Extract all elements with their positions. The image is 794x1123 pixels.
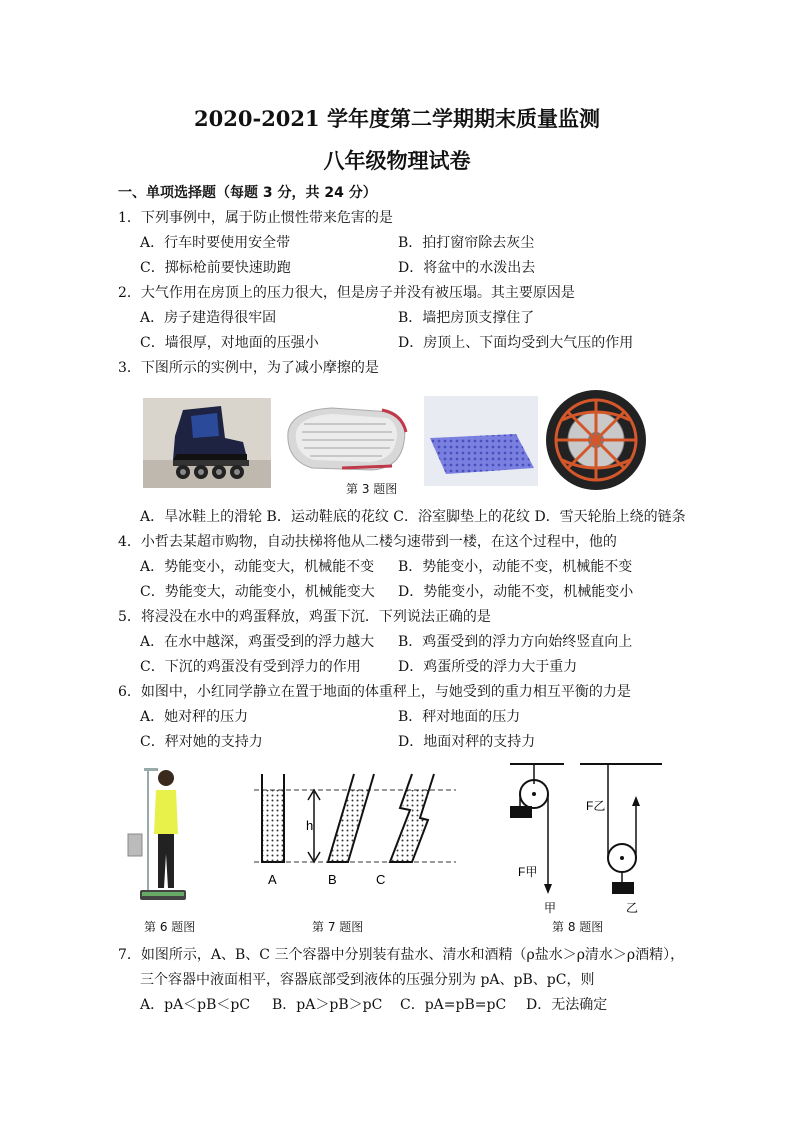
q1-option-a: A．行车时要使用安全带 (140, 235, 291, 251)
q1-option-c: C．掷标枪前要快速助跑 (140, 260, 291, 276)
q8-figure-pulleys (504, 758, 664, 918)
q4-stem: 4．小哲去某超市购物，自动扶梯将他从二楼匀速带到一楼，在这个过程中，他的 (118, 534, 617, 550)
q6-stem: 6．如图中，小红同学静立在置于地面的体重秤上，与她受到的重力相互平衡的力是 (118, 684, 631, 700)
q6-option-c: C．秤对她的支持力 (140, 734, 263, 750)
q7-option-d: D．无法确定 (526, 997, 608, 1013)
roller-skate-image (143, 398, 271, 488)
q3-stem: 3．下图所示的实例中，为了减小摩擦的是 (118, 360, 379, 376)
q6-figure-girl-on-scale (120, 764, 192, 910)
f-yi-label: F乙 (586, 799, 606, 813)
q7-stem-line2: 三个容器中液面相平，容器底部受到液体的压强分别为 pA、pB、pC，则 (140, 972, 595, 988)
f-jia-label: F甲 (518, 865, 538, 879)
shoe-sole-image (282, 402, 410, 478)
q4-option-a: A．势能变小，动能变大，机械能不变 (140, 559, 375, 575)
label-c: C (376, 872, 386, 887)
exam-title: 2020-2021 学年度第二学期期末质量监测 (194, 106, 600, 131)
q1-stem: 1．下列事例中，属于防止惯性带来危害的是 (118, 210, 393, 226)
q4-option-c: C．势能变大，动能变小，机械能变大 (140, 584, 375, 600)
label-h: h (306, 818, 314, 833)
q7-figure-caption: 第 7 题图 (312, 920, 364, 934)
q6-option-b: B．秤对地面的压力 (398, 709, 521, 725)
label-a: A (268, 872, 277, 887)
q8-figure-caption: 第 8 题图 (552, 920, 604, 934)
q2-option-d: D．房顶上、下面均受到大气压的作用 (398, 335, 634, 351)
q2-option-a: A．房子建造得很牢固 (140, 310, 277, 326)
q2-option-b: B．墙把房顶支撑住了 (398, 310, 535, 326)
q5-option-a: A．在水中越深，鸡蛋受到的浮力越大 (140, 634, 375, 650)
q5-option-b: B．鸡蛋受到的浮力方向始终竖直向上 (398, 634, 633, 650)
q1-option-d: D．将盆中的水泼出去 (398, 260, 536, 276)
bath-mat-image (424, 396, 538, 486)
q2-stem: 2．大气作用在房顶上的压力很大，但是房子并没有被压塌。其主要原因是 (118, 285, 575, 301)
q7-option-c: C．pA=pB=pC (400, 997, 507, 1013)
q6-option-d: D．地面对秤的支持力 (398, 734, 536, 750)
q6-option-a: A．她对秤的压力 (140, 709, 249, 725)
q5-option-d: D．鸡蛋所受的浮力大于重力 (398, 659, 578, 675)
q4-option-d: D．势能变小，动能不变，机械能变小 (398, 584, 634, 600)
q7-option-b: B．pA＞pB＞pC (272, 997, 383, 1013)
q7-option-a: A．pA＜pB＜pC (140, 997, 251, 1013)
label-yi: 乙 (626, 901, 639, 915)
section-heading: 一、单项选择题（每题 3 分，共 24 分） (118, 185, 377, 201)
label-b: B (328, 872, 337, 887)
label-jia: 甲 (544, 901, 557, 915)
q5-stem: 5．将浸没在水中的鸡蛋释放，鸡蛋下沉．下列说法正确的是 (118, 609, 491, 625)
exam-subtitle: 八年级物理试卷 (323, 148, 471, 173)
q7-figure-containers (250, 768, 460, 892)
snow-chain-tire-image (544, 384, 648, 496)
q2-option-c: C．墙很厚，对地面的压强小 (140, 335, 319, 351)
q5-option-c: C．下沉的鸡蛋没有受到浮力的作用 (140, 659, 361, 675)
q3-figure-caption: 第 3 题图 (346, 482, 398, 496)
q4-option-b: B．势能变小，动能不变，机械能不变 (398, 559, 633, 575)
q3-options: A．旱冰鞋上的滑轮 B．运动鞋底的花纹 C．浴室脚垫上的花纹 D．雪天轮胎上绕的链条 (140, 509, 686, 525)
q7-stem-line1: 7．如图所示，A、B、C 三个容器中分别装有盐水、清水和酒精（ρ盐水＞ρ清水＞ρ酒精）， (118, 947, 685, 963)
q6-figure-caption: 第 6 题图 (144, 920, 196, 934)
q1-option-b: B．拍打窗帘除去灰尘 (398, 235, 535, 251)
